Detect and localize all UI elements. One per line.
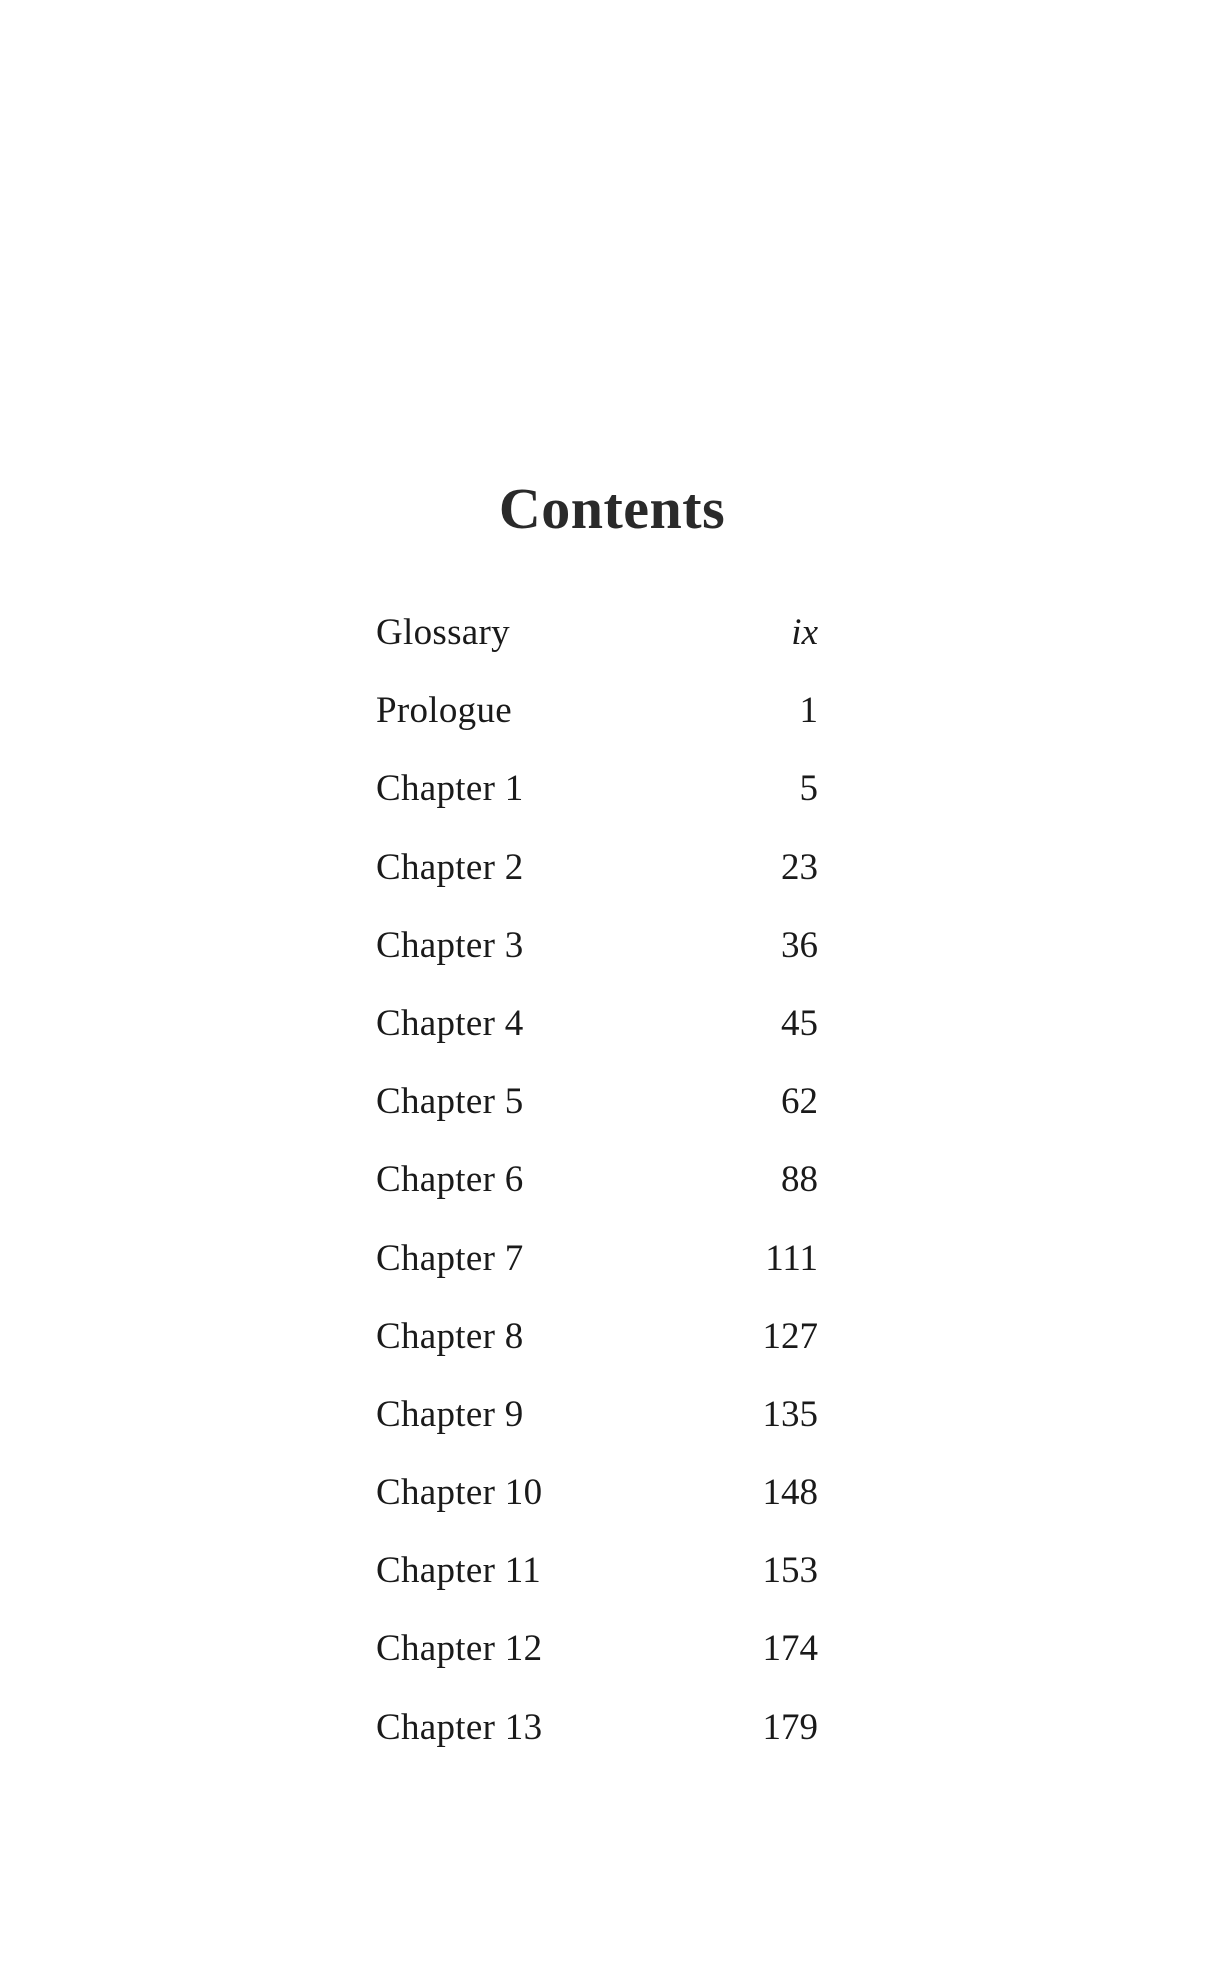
toc-entry[interactable]	[376, 1386, 818, 1464]
toc-entry-page: 88	[781, 1159, 818, 1201]
toc-entry-page: 1	[799, 690, 818, 732]
toc-entry[interactable]	[376, 1151, 818, 1229]
toc-entry[interactable]	[376, 604, 818, 682]
toc-entry-page: ix	[791, 612, 818, 653]
toc-entry[interactable]	[376, 1230, 818, 1308]
toc-entry-page: 127	[762, 1315, 818, 1357]
toc-entry[interactable]	[376, 1542, 818, 1620]
toc-entry[interactable]	[376, 917, 818, 995]
toc-entry-label: Chapter 5	[376, 1081, 524, 1123]
toc-entry[interactable]	[376, 682, 818, 760]
toc-entry[interactable]	[376, 1308, 818, 1386]
toc-entry[interactable]	[376, 1073, 818, 1151]
toc-entry[interactable]	[376, 995, 818, 1073]
toc-entry[interactable]	[376, 839, 818, 917]
toc-entry-label: Chapter 9	[376, 1393, 524, 1435]
toc-entry-label: Chapter 2	[376, 846, 524, 888]
toc-entry-label: Chapter 11	[376, 1550, 542, 1592]
toc-entry-page: 153	[762, 1550, 818, 1592]
toc-entry-label: Chapter 4	[376, 1002, 524, 1044]
toc-entry-label: Chapter 13	[376, 1706, 543, 1748]
toc-entry-page: 135	[762, 1393, 818, 1435]
toc-entry-page: 179	[762, 1706, 818, 1748]
toc-entry[interactable]	[376, 1464, 818, 1542]
toc-entry-label: Chapter 3	[376, 924, 524, 966]
toc-entry[interactable]	[376, 1620, 818, 1698]
toc-entry-page: 36	[781, 924, 818, 966]
toc-entry-label: Chapter 8	[376, 1315, 524, 1357]
toc-entry-page: 45	[781, 1002, 818, 1044]
toc-entry-label: Chapter 1	[376, 768, 524, 810]
toc-entry-label: Prologue	[376, 690, 513, 732]
toc-entry-page: 62	[781, 1081, 818, 1123]
page-title: Contents	[498, 475, 726, 541]
toc-entry-label: Chapter 7	[376, 1237, 524, 1279]
toc-entry-label: Chapter 10	[376, 1472, 543, 1514]
toc-entry-page: 111	[765, 1237, 818, 1279]
toc-entry[interactable]	[376, 760, 818, 838]
toc-entry[interactable]	[376, 1699, 818, 1777]
toc-entry-page: 23	[781, 846, 818, 888]
toc-entry-label: Chapter 12	[376, 1628, 543, 1670]
toc-entry-page: 174	[762, 1628, 818, 1670]
toc-entry-page: 5	[799, 768, 818, 810]
table-of-contents	[376, 604, 818, 1777]
toc-entry-label: Glossary	[376, 612, 510, 653]
toc-entry-label: Chapter 6	[376, 1159, 524, 1201]
toc-entry-page: 148	[762, 1472, 818, 1514]
